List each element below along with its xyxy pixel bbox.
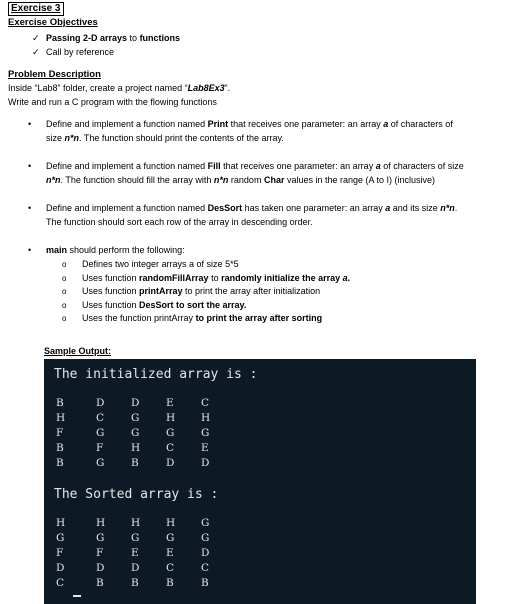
text: that receives one parameter: an array [228, 119, 384, 129]
array-size: n*n [46, 175, 61, 185]
text: Uses the function printArray [82, 313, 196, 323]
objective-bold: functions [139, 33, 181, 43]
array-cell: D [96, 397, 105, 409]
array-cell: G [96, 427, 105, 439]
function-name: main [46, 245, 68, 255]
text: of characters of size [380, 161, 464, 171]
array-cell: D [166, 457, 175, 469]
array-cell: B [56, 442, 64, 454]
main-step [62, 312, 468, 326]
text: to print the array after initialization [182, 286, 321, 296]
text: . [347, 272, 351, 283]
hollow-circle-icon: o [62, 314, 67, 323]
array-row [56, 562, 236, 577]
bullet-icon: • [28, 245, 32, 255]
task-list [28, 117, 468, 335]
array-size: n*n [440, 203, 455, 213]
text: randomly initialize the array [221, 272, 343, 283]
exercise-title: Exercise 3 [8, 2, 64, 16]
array-cell: C [96, 412, 105, 424]
text: Uses function [82, 299, 140, 310]
hollow-circle-icon: o [62, 260, 67, 269]
array-row [56, 412, 236, 427]
array-cell: E [166, 397, 174, 409]
array-cell: B [56, 397, 64, 409]
array-row [56, 397, 236, 412]
array-row [56, 427, 236, 442]
array-row [56, 442, 236, 457]
text: of characters of size [46, 119, 453, 143]
bullet-icon: • [28, 119, 32, 129]
text: . The function should fill the array with [60, 175, 214, 185]
array-name: a [385, 203, 391, 213]
text: Defines two integer arrays a of size 5*5 [82, 259, 239, 269]
cursor [73, 595, 81, 597]
array-row [56, 577, 236, 592]
main-step [62, 299, 468, 313]
array-cell: D [96, 562, 105, 574]
main-steps [46, 258, 468, 326]
objective-bold: Passing 2-D arrays [46, 33, 128, 43]
array-cell: D [201, 547, 210, 559]
array-cell: B [201, 577, 209, 589]
array-cell: H [201, 412, 211, 424]
array-row [56, 457, 236, 472]
problem-line-1 [8, 83, 230, 93]
array-cell: H [96, 517, 106, 529]
hollow-circle-icon: o [62, 300, 67, 310]
text: Define and implement a function named [46, 203, 208, 213]
text: ”. [224, 83, 231, 93]
array-name: a [342, 272, 348, 283]
objective-item [32, 47, 114, 58]
array-row [56, 547, 236, 562]
array-cell: G [201, 517, 210, 529]
task-fill [28, 159, 468, 187]
array-cell: G [201, 532, 210, 544]
initial-array-grid [56, 397, 236, 472]
array-cell: G [131, 412, 140, 424]
problem-line-2: Write and run a C program with the flowing functions [8, 97, 217, 107]
array-cell: H [166, 412, 176, 424]
bullet-icon: • [28, 161, 32, 171]
text: values in the range (A to I) (inclusive) [284, 175, 436, 185]
array-cell: D [131, 562, 140, 574]
main-step [62, 258, 468, 272]
array-name: a [375, 161, 381, 171]
array-cell: D [201, 457, 210, 469]
array-cell: E [166, 547, 174, 559]
array-size: n*n [64, 133, 80, 143]
text: random [228, 175, 264, 185]
function-name: printArray [139, 286, 183, 296]
array-cell: D [56, 562, 65, 574]
array-cell: G [96, 457, 105, 469]
array-cell: E [131, 547, 139, 559]
array-cell: B [131, 577, 139, 589]
array-size: n*n [213, 175, 229, 185]
array-cell: G [166, 427, 175, 439]
text: Define and implement a function named [46, 119, 208, 129]
objectives-heading: Exercise Objectives [8, 17, 98, 28]
sorted-array-grid [56, 517, 236, 592]
array-cell: B [166, 577, 174, 589]
array-cell: E [201, 442, 209, 454]
text: Define and implement a function named [46, 161, 208, 171]
array-cell: F [56, 547, 64, 559]
array-cell: C [201, 397, 210, 409]
array-cell: G [201, 427, 210, 439]
function-name: randomFillArray [139, 272, 209, 283]
task-dessort [28, 201, 468, 229]
array-cell: C [166, 442, 175, 454]
array-cell: G [56, 532, 65, 544]
console-output [44, 359, 476, 604]
array-row [56, 532, 236, 547]
array-cell: H [166, 517, 176, 529]
array-cell: G [131, 427, 140, 439]
hollow-circle-icon: o [62, 287, 67, 296]
array-cell: F [96, 547, 104, 559]
array-cell: H [56, 412, 66, 424]
array-name: a [383, 119, 389, 129]
array-cell: B [56, 457, 64, 469]
objective-text: to [127, 33, 140, 43]
main-step [62, 285, 468, 299]
array-cell: H [131, 442, 141, 454]
text: has taken one parameter: an array [242, 203, 386, 213]
array-row [56, 517, 236, 532]
array-cell: G [166, 532, 175, 544]
text: Uses function [82, 272, 140, 283]
bullet-icon: • [28, 203, 32, 213]
check-icon: ✓ [32, 33, 40, 43]
type-name: Char [263, 175, 285, 185]
array-cell: F [96, 442, 104, 454]
function-name: DesSort [207, 203, 243, 213]
text: . The function should sort each row of the array in descending order. [46, 203, 458, 227]
text: to [208, 272, 222, 283]
hollow-circle-icon: o [62, 273, 67, 283]
text: DesSort to sort the array. [139, 299, 247, 310]
array-cell: C [56, 577, 65, 589]
text: to print the array after sorting [195, 313, 323, 323]
array-cell: B [131, 457, 139, 469]
main-step [62, 272, 468, 286]
text: Inside “Lab8” folder, create a project named “ [8, 83, 188, 93]
problem-heading: Problem Description [8, 69, 101, 80]
array-cell: D [131, 397, 140, 409]
array-cell: C [201, 562, 210, 574]
array-cell: G [96, 532, 105, 544]
array-cell: G [131, 532, 140, 544]
array-cell: B [96, 577, 104, 589]
project-name: Lab8Ex3 [187, 83, 225, 93]
check-icon: ✓ [32, 47, 40, 57]
sample-output-heading: Sample Output: [44, 346, 111, 356]
task-print [28, 117, 468, 145]
sorted-title: The Sorted array is : [54, 487, 219, 502]
function-name: Print [207, 119, 229, 129]
text: and its size [390, 203, 441, 213]
objective-item [32, 33, 180, 44]
array-cell: H [131, 517, 141, 529]
array-cell: C [166, 562, 175, 574]
task-main [28, 243, 468, 326]
text: Uses function [82, 286, 140, 296]
array-cell: H [56, 517, 66, 529]
text: that receives one parameter: an array [220, 161, 376, 171]
initial-title: The initialized array is : [54, 367, 258, 382]
objective-text: Call by reference [46, 47, 115, 57]
text: . The function should print the contents of the array. [79, 133, 284, 143]
text: should perform the following: [67, 245, 185, 255]
array-cell: F [56, 427, 64, 439]
function-name: Fill [207, 161, 221, 171]
